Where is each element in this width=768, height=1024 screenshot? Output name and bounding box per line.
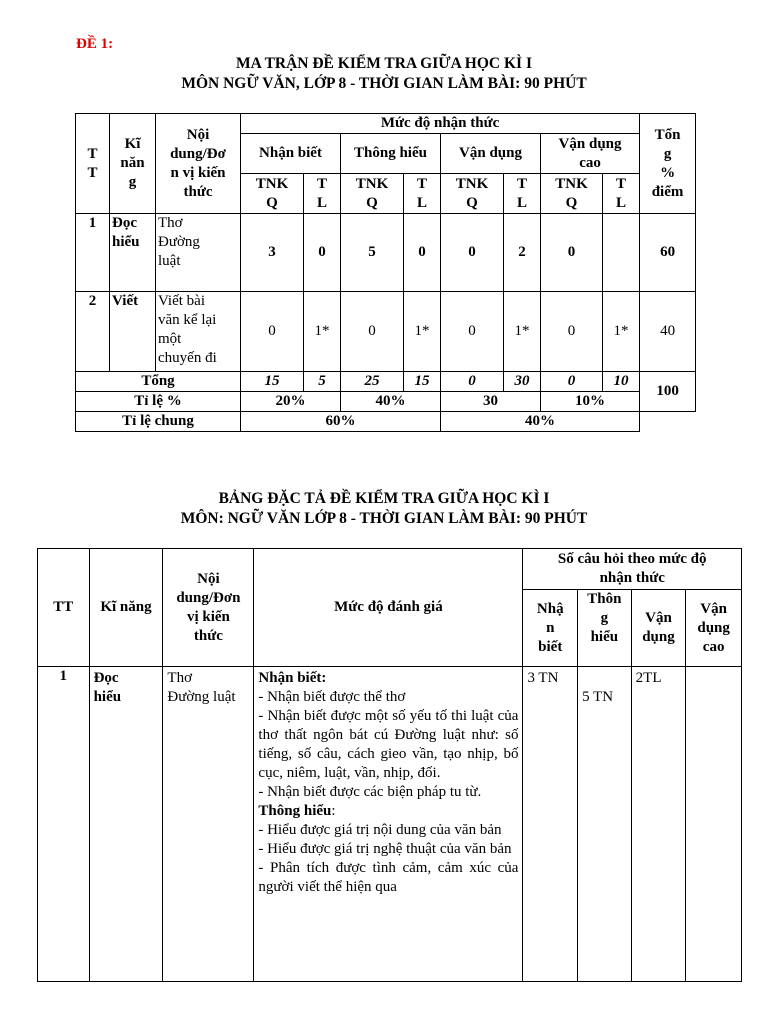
matrix-row-total: 60 — [640, 214, 696, 292]
matrix-header-skill: Kĩ năn g — [110, 114, 156, 214]
matrix-common-cell: 40% — [441, 412, 640, 432]
spec-subheader: Thôn g hiểu — [578, 590, 632, 667]
matrix-cell: 3 — [241, 214, 304, 292]
matrix-subheader: TNK Q — [241, 174, 304, 214]
spec-nb-item: - Nhận biết được thể thơ — [258, 689, 406, 705]
matrix-table — [75, 113, 696, 432]
matrix-title: MA TRẬN ĐỀ KIỂM TRA GIỮA HỌC KÌ I — [236, 55, 532, 72]
matrix-row-tt: 1 — [76, 214, 110, 292]
matrix-level-name: Nhận biết — [241, 134, 341, 174]
spec-header-tt: TT — [38, 549, 90, 667]
matrix-cell: 0 — [341, 292, 404, 372]
matrix-cell — [603, 214, 640, 292]
matrix-grand-total: 100 — [640, 372, 696, 412]
matrix-sum-cell: 10 — [603, 372, 640, 392]
spec-row-eval — [254, 667, 523, 982]
spec-subheader: Vận dụng — [631, 590, 686, 667]
exam-label: ĐỀ 1: — [76, 36, 114, 52]
matrix-row-total: 40 — [640, 292, 696, 372]
matrix-cell: 0 — [441, 292, 504, 372]
matrix-cell: 1* — [304, 292, 341, 372]
spec-header-skill: Kĩ năng — [89, 549, 163, 667]
matrix-cell: 0 — [441, 214, 504, 292]
spec-th-colon: : — [331, 803, 336, 819]
matrix-header-total: Tổn g % điểm — [640, 114, 696, 214]
spec-header-eval: Mức độ đánh giá — [254, 549, 523, 667]
matrix-sum-cell: 0 — [441, 372, 504, 392]
matrix-cell: 0 — [304, 214, 341, 292]
spec-nb-item: - Nhận biết được các biện pháp tu từ. — [258, 784, 482, 800]
matrix-row-tt: 2 — [76, 292, 110, 372]
matrix-subheader: TNK Q — [441, 174, 504, 214]
matrix-subheader: T L — [603, 174, 640, 214]
spec-nb-heading: Nhận biết: — [258, 670, 327, 686]
spec-subheader: Vận dụng cao — [686, 590, 742, 667]
matrix-cell: 0 — [241, 292, 304, 372]
matrix-cell: 1* — [603, 292, 640, 372]
spec-subtitle: MÔN: NGỮ VĂN LỚP 8 - THỜI GIAN LÀM BÀI: 90 PHÚT — [180, 510, 588, 527]
matrix-header-level: Mức độ nhận thức — [241, 114, 640, 134]
matrix-subheader: TNK Q — [341, 174, 404, 214]
matrix-subheader: T L — [304, 174, 341, 214]
matrix-level-name: Vận dụng — [441, 134, 541, 174]
matrix-cell: 1* — [504, 292, 541, 372]
spec-row — [38, 667, 742, 982]
spec-count-vdc — [686, 667, 742, 982]
matrix-sum-cell: 25 — [341, 372, 404, 392]
spec-row-skill: Đọc hiểu — [89, 667, 163, 982]
matrix-ratio-cell: 40% — [341, 392, 441, 412]
matrix-level-name: Thông hiểu — [341, 134, 441, 174]
spec-subheader: Nhậ n biết — [523, 590, 578, 667]
matrix-ratio-cell: 20% — [241, 392, 341, 412]
matrix-subheader: T L — [504, 174, 541, 214]
matrix-cell: 0 — [404, 214, 441, 292]
matrix-cell: 5 — [341, 214, 404, 292]
matrix-ratio-row — [76, 392, 696, 412]
spec-th-item: - Hiểu được giá trị nội dung của văn bản — [258, 822, 502, 838]
matrix-subtitle: MÔN NGỮ VĂN, LỚP 8 - THỜI GIAN LÀM BÀI: 90 PHÚT — [181, 75, 587, 92]
matrix-sum-row — [76, 372, 696, 392]
matrix-ratio-label: Tỉ lệ % — [76, 392, 241, 412]
spec-count-th: 5 TN — [578, 667, 632, 982]
matrix-row-skill: Đọc hiểu — [110, 214, 156, 292]
matrix-header-tt: T T — [76, 114, 110, 214]
spec-th-heading: Thông hiểu — [258, 803, 332, 819]
matrix-empty-cell — [640, 412, 696, 432]
matrix-common-label: Tỉ lệ chung — [76, 412, 241, 432]
spec-nb-item: - Nhận biết được một số yếu tố thi luật của thơ thất ngôn bát cú Đường luật như: số tiếng, số câu, cách gieo vần, tạo nhịp, bố cục, niêm, luật, vần, nhịp, đối. — [258, 708, 519, 781]
matrix-sum-label: Tổng — [76, 372, 241, 392]
spec-count-nb: 3 TN — [523, 667, 578, 982]
spec-row-tt: 1 — [38, 667, 90, 982]
matrix-row-content: Thơ Đường luật — [156, 214, 241, 292]
spec-count-vd: 2TL — [631, 667, 686, 982]
spec-header-count: Số câu hỏi theo mức độ nhận thức — [523, 549, 742, 590]
matrix-header-content: Nội dung/Đơ n vị kiến thức — [156, 114, 241, 214]
matrix-ratio-cell: 30 — [441, 392, 541, 412]
spec-title: BẢNG ĐẶC TẢ ĐỀ KIỂM TRA GIỮA HỌC KÌ I — [218, 490, 550, 507]
spec-th-heading-line — [258, 802, 518, 821]
matrix-cell: 2 — [504, 214, 541, 292]
matrix-ratio-cell: 10% — [541, 392, 640, 412]
matrix-common-cell: 60% — [241, 412, 441, 432]
spec-th-item: - Phân tích được tình cảm, cảm xúc của người viết thể hiện qua — [258, 860, 519, 895]
matrix-row-content: Viết bài văn kể lại một chuyến đi — [156, 292, 241, 372]
matrix-subheader: TNK Q — [541, 174, 603, 214]
spec-row-content: Thơ Đường luật — [163, 667, 254, 982]
matrix-row-skill: Viết — [110, 292, 156, 372]
matrix-sum-cell: 0 — [541, 372, 603, 392]
spec-th-item: - Hiểu được giá trị nghệ thuật của văn bản — [258, 841, 512, 857]
matrix-sum-cell: 30 — [504, 372, 541, 392]
matrix-subheader: T L — [404, 174, 441, 214]
matrix-cell: 1* — [404, 292, 441, 372]
matrix-sum-cell: 5 — [304, 372, 341, 392]
matrix-cell: 0 — [541, 292, 603, 372]
matrix-cell: 0 — [541, 214, 603, 292]
matrix-level-name: Vận dụng cao — [541, 134, 640, 174]
matrix-row — [76, 292, 696, 372]
spec-header-content: Nội dung/Đơn vị kiến thức — [163, 549, 254, 667]
matrix-row — [76, 214, 696, 292]
matrix-sum-cell: 15 — [404, 372, 441, 392]
spec-table — [37, 548, 742, 982]
matrix-common-row — [76, 412, 696, 432]
matrix-sum-cell: 15 — [241, 372, 304, 392]
